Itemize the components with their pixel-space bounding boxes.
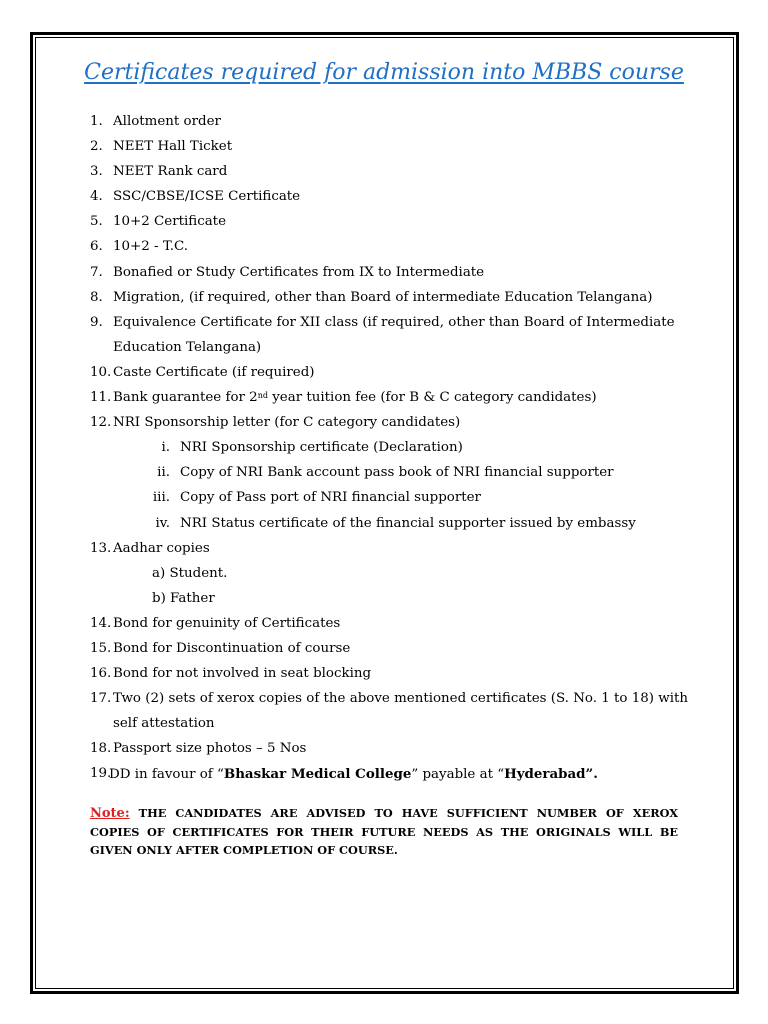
item-text-part: Bank guarantee for 2 — [113, 390, 258, 406]
list-item — [90, 288, 690, 313]
item-number: 7. — [90, 264, 103, 280]
list-item — [90, 112, 690, 137]
list-item — [90, 263, 690, 288]
sub-item-number: iv. — [155, 515, 170, 531]
item-text: 10+2 Certificate — [113, 214, 226, 230]
sub-item-text: Copy of Pass port of NRI financial supporter — [180, 490, 481, 506]
list-item — [90, 212, 690, 237]
item-text — [109, 764, 598, 785]
item-text: 10+2 - T.C. — [113, 239, 189, 255]
item-number: 8. — [90, 289, 103, 305]
item-text-continued: Education Telangana) — [113, 339, 262, 355]
item-number: 1. — [90, 114, 103, 129]
sub-item-number: i. — [161, 440, 170, 456]
note-paragraph — [90, 804, 678, 860]
item-text: Bonafied or Study Certificates from IX to Intermediate — [113, 264, 485, 280]
list-item — [90, 639, 690, 664]
list-item-continuation — [90, 338, 690, 363]
item-text: Bond for genuinity of Certificates — [113, 615, 341, 631]
item-text: Caste Certificate (if required) — [113, 364, 315, 380]
item-text: SSC/CBSE/ICSE Certificate — [113, 189, 301, 205]
list-item — [90, 764, 690, 789]
list-item — [90, 413, 690, 438]
item-text: Bond for Discontinuation of course — [113, 640, 351, 656]
item-text: Equivalence Certificate for XII class (if required, other than Board of Intermediate — [113, 314, 675, 330]
item-text: Allotment order — [113, 114, 221, 129]
payable-city: Hyderabad”. — [504, 766, 598, 783]
item-number: 10. — [90, 364, 112, 380]
item-text: Aadhar copies — [113, 540, 210, 556]
list-item — [90, 162, 690, 187]
item-number: 12. — [90, 415, 112, 431]
sub-list-item — [90, 438, 690, 463]
sub-list-item — [90, 514, 690, 539]
sub-item-number: ii. — [157, 465, 170, 481]
item-number: 18. — [90, 741, 112, 757]
list-item — [90, 313, 690, 338]
sub-list-item — [90, 564, 690, 589]
item-text: Two (2) sets of xerox copies of the above mentioned certificates (S. No. 1 to 18) with — [113, 691, 688, 707]
sub-item-text: a) Student. — [152, 565, 228, 581]
item-text-part: DD in favour of “ — [109, 767, 224, 783]
item-text: Migration, (if required, other than Board of intermediate Education Telangana) — [113, 289, 653, 305]
sub-item-text: Copy of NRI Bank account pass book of NRI financial supporter — [180, 465, 614, 481]
sub-item-number: iii. — [152, 490, 170, 506]
item-text: NEET Rank card — [113, 164, 228, 180]
item-text-part: ” payable at “ — [411, 767, 505, 783]
list-item — [90, 137, 690, 162]
item-number: 2. — [90, 139, 103, 155]
item-number: 3. — [90, 164, 103, 180]
item-number: 14. — [90, 615, 112, 631]
certificate-list — [90, 112, 690, 790]
item-text-continued: self attestation — [113, 716, 215, 732]
note-label: Note: — [90, 806, 130, 821]
list-item — [90, 539, 690, 564]
sub-item-text: NRI Status certificate of the financial supporter issued by embassy — [180, 515, 636, 531]
list-item-continuation — [90, 714, 690, 739]
item-number: 17. — [90, 691, 112, 707]
note-text: THE CANDIDATES ARE ADVISED TO HAVE SUFFICIENT NUMBER OF XEROX COPIES OF CERTIFICATES FOR THEIR FUTURE NEEDS AS THE ORIGINALS WILL BE GIVEN ONLY AFTER COMPLETION OF COURSE. — [90, 806, 678, 858]
list-item — [90, 187, 690, 212]
sub-list-item — [90, 589, 690, 614]
list-item — [90, 664, 690, 689]
item-number: 11. — [90, 390, 112, 406]
sub-list-item — [90, 463, 690, 488]
item-text: NRI Sponsorship letter (for C category candidates) — [113, 415, 461, 431]
item-number: 4. — [90, 189, 103, 205]
item-text: NEET Hall Ticket — [113, 139, 233, 155]
list-item — [90, 614, 690, 639]
ordinal-suffix: nd — [257, 391, 268, 401]
page-title: Certificates required for admission into MBBS course — [84, 60, 684, 85]
sub-item-text: NRI Sponsorship certificate (Declaration) — [180, 440, 463, 456]
sub-item-text: b) Father — [152, 590, 215, 606]
college-name: Bhaskar Medical College — [223, 766, 412, 783]
list-item — [90, 388, 690, 413]
item-number: 15. — [90, 640, 112, 656]
item-text: Passport size photos – 5 Nos — [113, 741, 307, 757]
list-item — [90, 739, 690, 764]
item-number: 6. — [90, 239, 103, 255]
sub-list-item — [90, 488, 690, 513]
item-number: 19. — [90, 766, 112, 782]
item-number: 16. — [90, 666, 112, 682]
list-item — [90, 363, 690, 388]
item-text: Bond for not involved in seat blocking — [113, 666, 372, 682]
list-item — [90, 237, 690, 262]
item-text-part: year tuition fee (for B & C category candidates) — [267, 390, 597, 406]
item-text — [113, 388, 597, 408]
item-number: 13. — [90, 540, 112, 556]
item-number: 9. — [90, 314, 103, 330]
item-number: 5. — [90, 214, 103, 230]
list-item — [90, 689, 690, 714]
